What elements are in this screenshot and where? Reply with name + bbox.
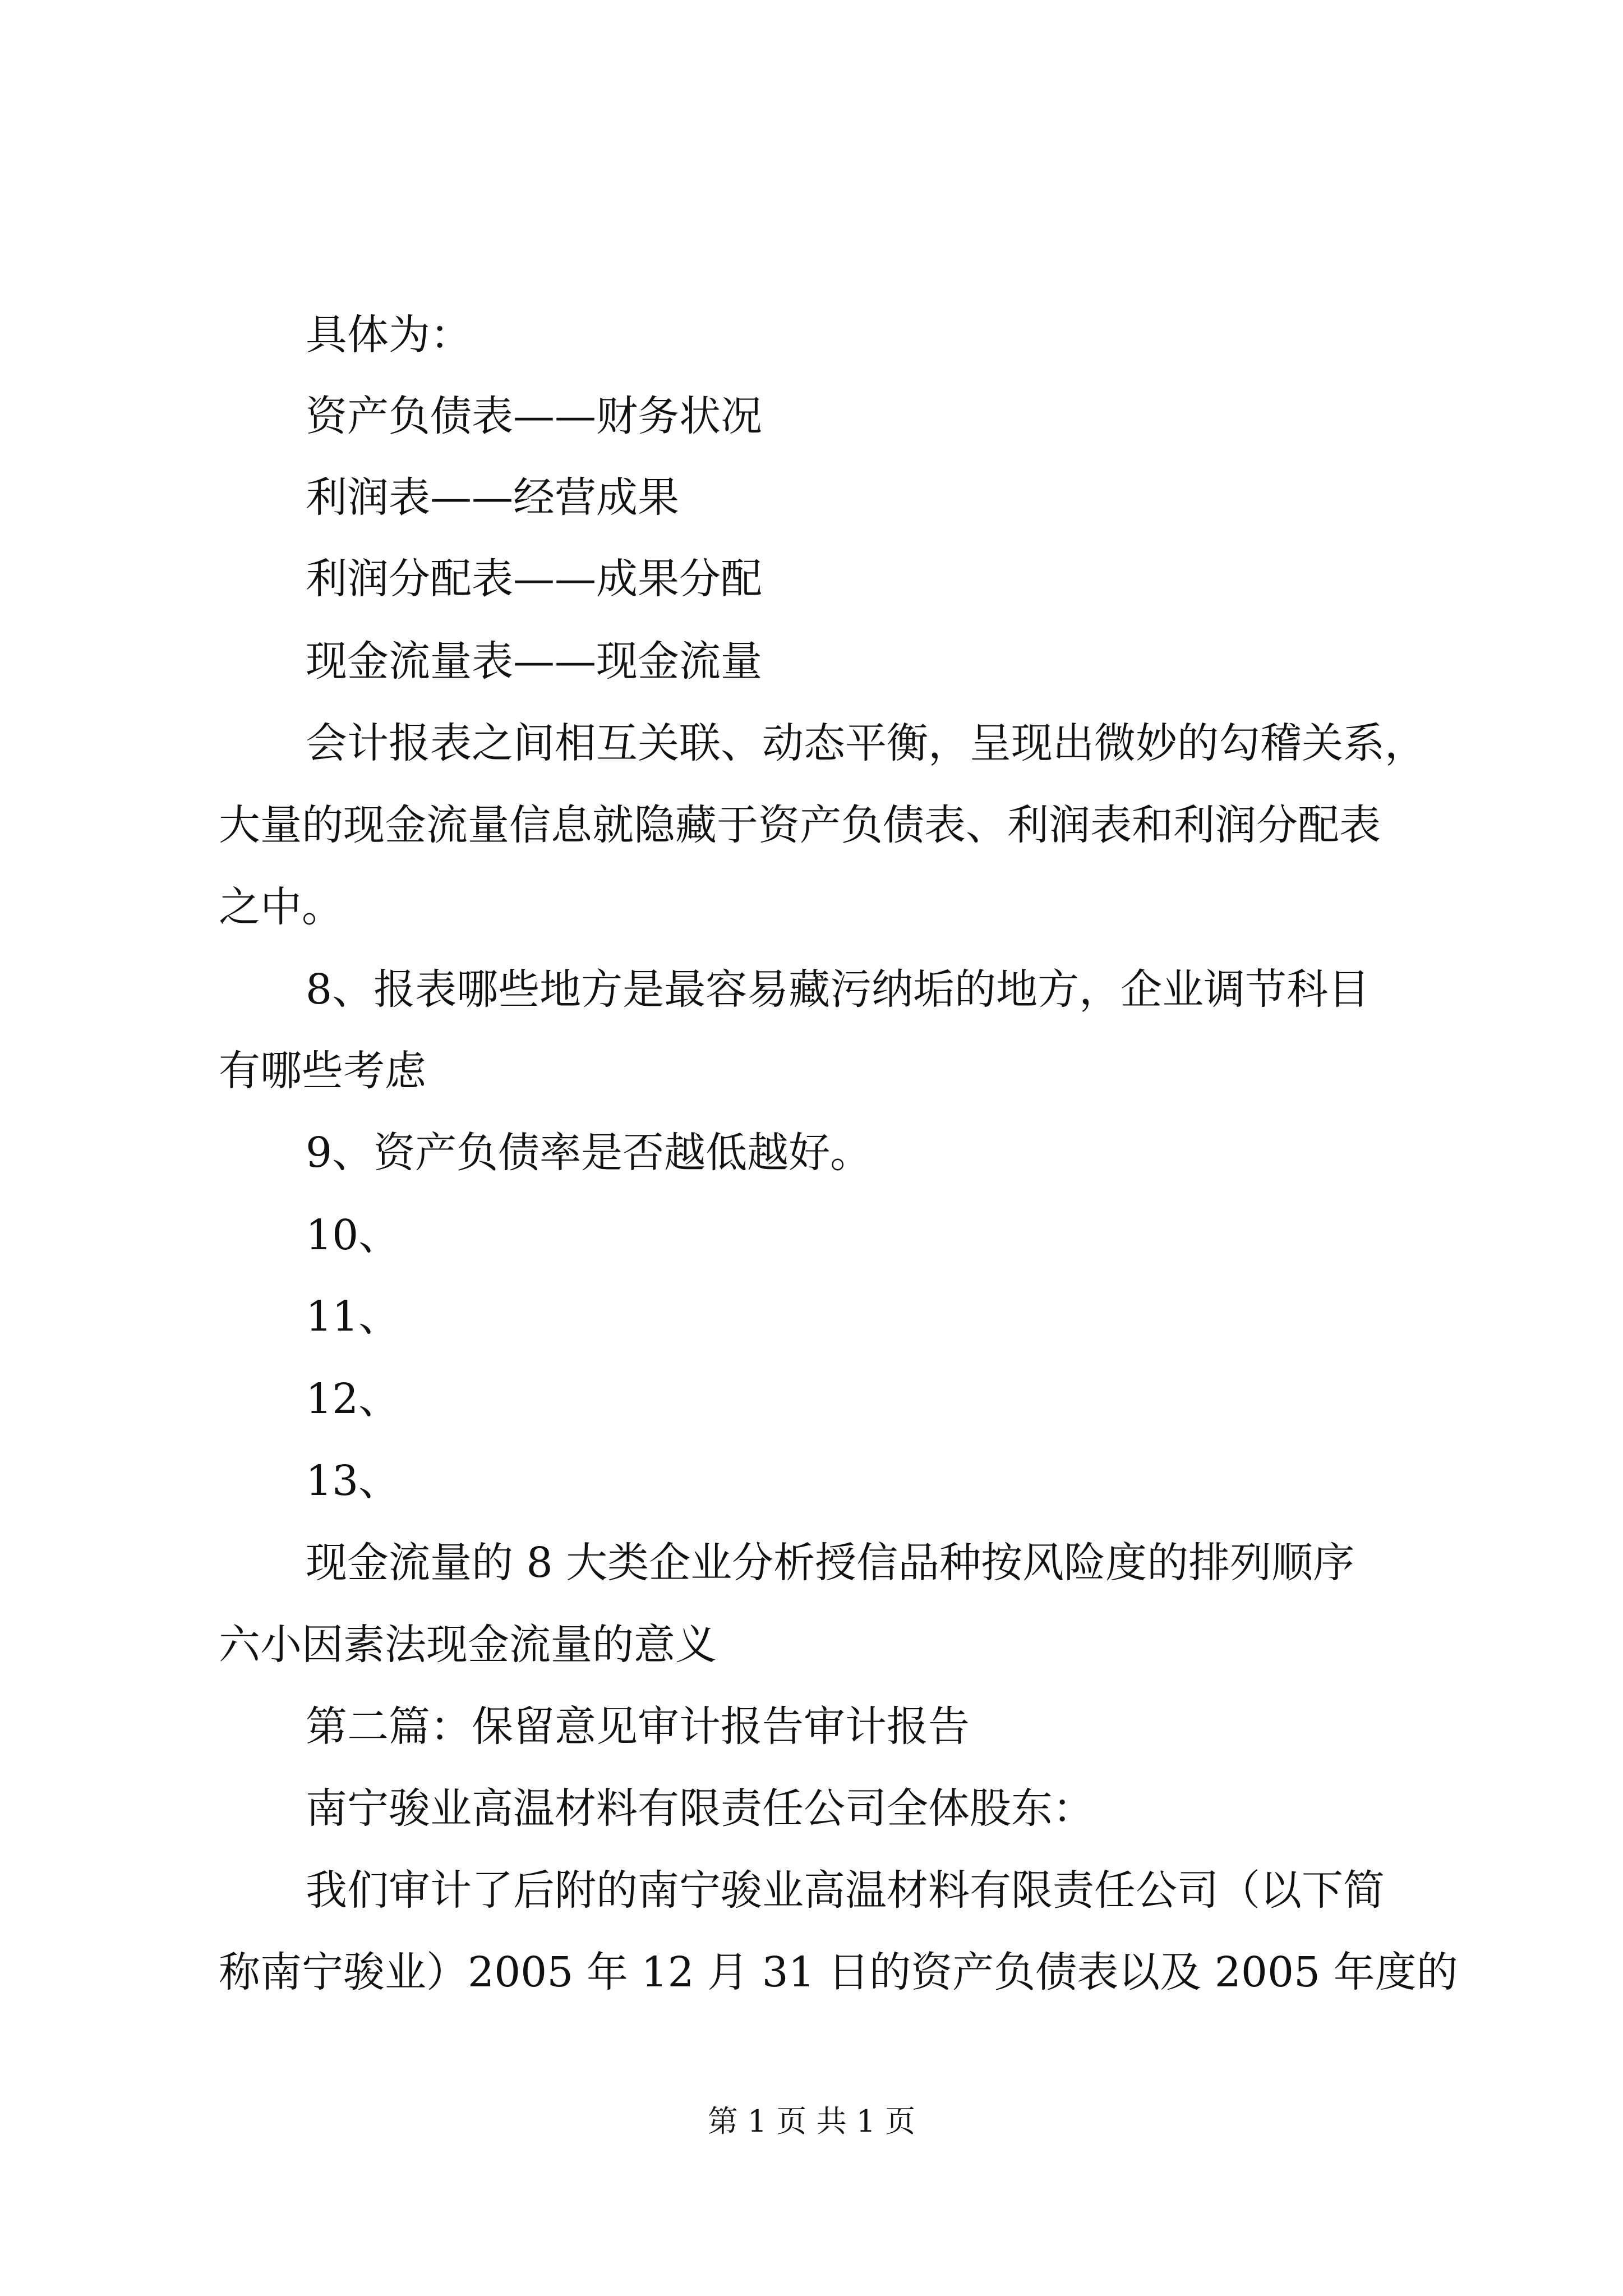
text-line-paragraph-1-a: 会计报表之间相互关联、动态平衡，呈现出微妙的勾稽关系， — [306, 719, 1426, 767]
text-line-profit-distribution: 利润分配表——成果分配 — [306, 555, 762, 603]
text-line-income-statement: 利润表——经营成果 — [306, 473, 679, 522]
text-line-cash-flow: 现金流量表——现金流量 — [306, 637, 762, 685]
text-line-item-9: 9、资产负债率是否越低越好。 — [306, 1129, 872, 1177]
text-line-paragraph-1-c: 之中。 — [219, 883, 343, 931]
text-line-specifically: 具体为： — [306, 311, 472, 359]
text-line-paragraph-1-b: 大量的现金流量信息就隐藏于资产负债表、利润表和利润分配表 — [219, 801, 1381, 849]
section-heading-second-article: 第二篇：保留意见审计报告审计报告 — [306, 1703, 970, 1751]
text-line-item-8-a: 8、报表哪些地方是最容易藏污纳垢的地方，企业调节科目 — [306, 965, 1370, 1014]
text-line-item-8-b: 有哪些考虑 — [219, 1047, 426, 1095]
text-line-addressee: 南宁骏业高温材料有限责任公司全体股东： — [306, 1784, 1094, 1833]
text-line-item-13: 13、 — [306, 1457, 400, 1505]
text-line-balance-sheet: 资产负债表——财务状况 — [306, 392, 762, 440]
text-line-six-factors: 六小因素法现金流量的意义 — [219, 1621, 717, 1669]
text-line-item-11: 11、 — [306, 1292, 400, 1341]
page-number-footer: 第 1 页 共 1 页 — [707, 2104, 916, 2139]
text-line-cash-flow-categories: 现金流量的 8 大类企业分析授信品种按风险度的排列顺序 — [306, 1539, 1355, 1587]
text-line-audit-paragraph-b: 称南宁骏业）2005 年 12 月 31 日的资产负债表以及 2005 年度的 — [219, 1948, 1458, 1996]
text-line-audit-paragraph-a: 我们审计了后附的南宁骏业高温材料有限责任公司（以下简 — [306, 1866, 1385, 1915]
text-line-item-10: 10、 — [306, 1211, 400, 1259]
text-line-item-12: 12、 — [306, 1375, 400, 1423]
